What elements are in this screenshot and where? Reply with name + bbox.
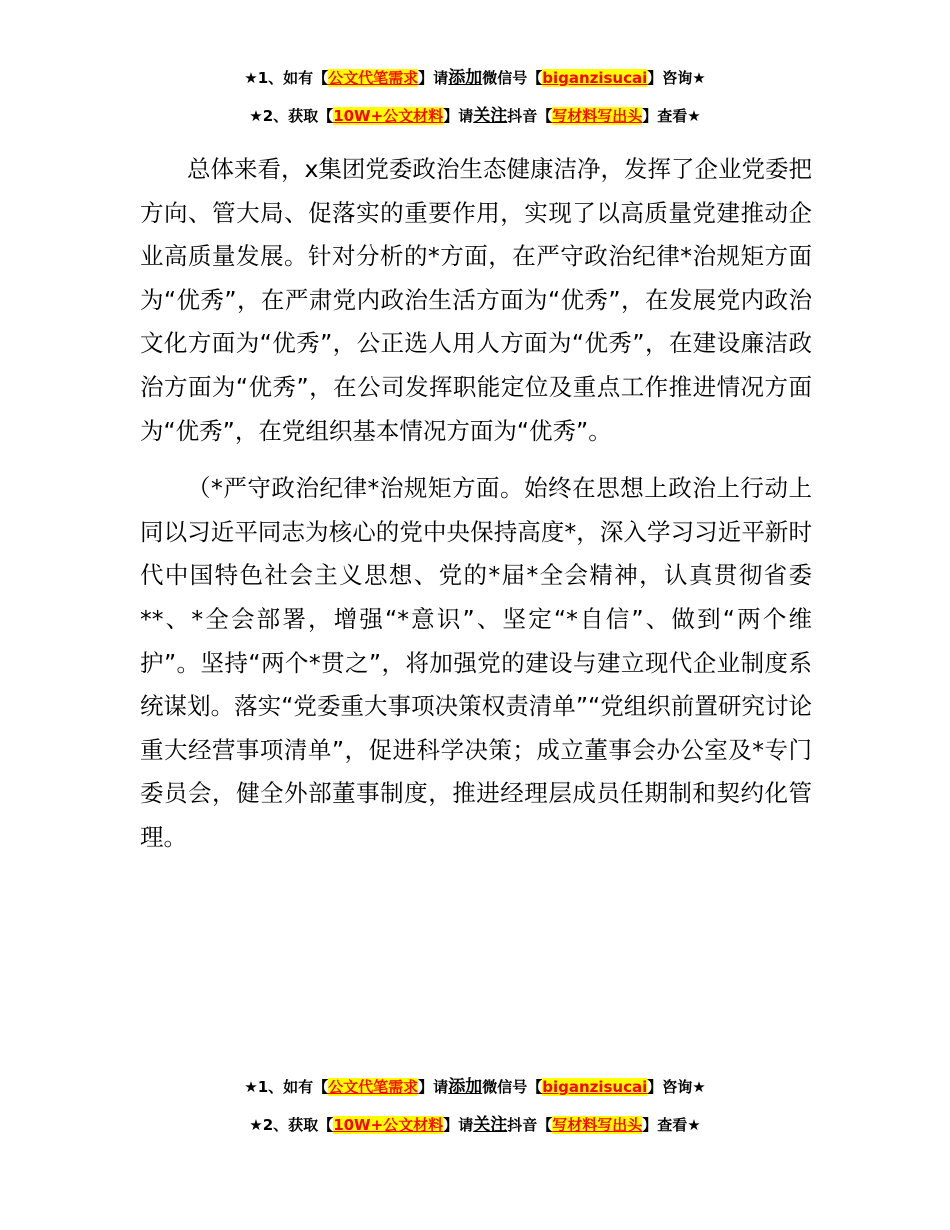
banner-text: 微信号【 xyxy=(482,1078,543,1096)
banner-text: 】咨询★ xyxy=(647,69,706,87)
footer-banner-line-1 xyxy=(0,1077,950,1097)
banner-underline-add: 添加 xyxy=(448,1077,483,1097)
banner-text: ★2、获取【 xyxy=(249,107,334,125)
body-paragraph-summary: 总体来看，x集团党委政治生态健康洁净，发挥了企业党委把方向、管大局、促落实的重要作用，实现了以高质量党建推动企业高质量发展。针对分析的*方面，在严守政治纪律*治规矩方面为“优秀”，在严肃党内政治生活方面为“优秀”，在发展党内政治文化方面为“优秀”，公正选人用人方面为“优秀”，在建设廉洁政治方面为“优秀”，在公司发挥职能定位及重点工作推进情况方面为“优秀”，在党组织基本情况方面为“优秀”。 xyxy=(140,155,812,445)
banner-text: 】查看★ xyxy=(642,107,701,125)
header-banner-line-2 xyxy=(0,106,950,126)
banner-text: 】咨询★ xyxy=(647,1078,706,1096)
banner-text: 】请 xyxy=(418,1078,449,1096)
banner-text: 微信号【 xyxy=(482,69,543,87)
footer-banner-line-2 xyxy=(0,1115,950,1135)
banner-highlight-douyin-account: 写材料写出头 xyxy=(552,1116,643,1134)
banner-underline-follow: 关注 xyxy=(473,106,508,126)
banner-text: ★1、如有【 xyxy=(244,1078,329,1096)
banner-underline-follow: 关注 xyxy=(473,1115,508,1135)
banner-text: 】请 xyxy=(443,1116,474,1134)
banner-underline-add: 添加 xyxy=(448,68,483,88)
banner-text: 】请 xyxy=(418,69,449,87)
banner-highlight-douyin-account: 写材料写出头 xyxy=(552,107,643,125)
banner-highlight-wechat-id: biganzisucai xyxy=(542,1078,648,1096)
banner-text: ★2、获取【 xyxy=(249,1116,334,1134)
header-banner-line-1 xyxy=(0,68,950,88)
document-body xyxy=(140,148,812,874)
banner-highlight-service: 公文代笔需求 xyxy=(328,69,419,87)
banner-highlight-wechat-id: biganzisucai xyxy=(542,69,648,87)
banner-highlight-service: 公文代笔需求 xyxy=(328,1078,419,1096)
banner-text: 】请 xyxy=(443,107,474,125)
banner-text: ★1、如有【 xyxy=(244,69,329,87)
banner-highlight-materials: 10W+公文材料 xyxy=(333,107,444,125)
banner-text: 】查看★ xyxy=(642,1116,701,1134)
banner-text: 抖音【 xyxy=(507,1116,553,1134)
banner-text: 抖音【 xyxy=(507,107,553,125)
banner-highlight-materials: 10W+公文材料 xyxy=(333,1116,444,1134)
body-paragraph-discipline: （*严守政治纪律*治规矩方面。始终在思想上政治上行动上同以习近平同志为核心的党中央保持高度*，深入学习习近平新时代中国特色社会主义思想、党的*届*全会精神，认真贯彻省委**、*全会部署，增强“*意识”、坚定“*自信”、做到“两个维护”。坚持“两个*贯之”，将加强党的建设与建立现代企业制度系统谋划。落实“党委重大事项决策权责清单”“党组织前置研究讨论重大经营事项清单”，促进科学决策；成立董事会办公室及*专门委员会，健全外部董事制度，推进经理层成员任期制和契约化管理。 xyxy=(140,474,812,851)
